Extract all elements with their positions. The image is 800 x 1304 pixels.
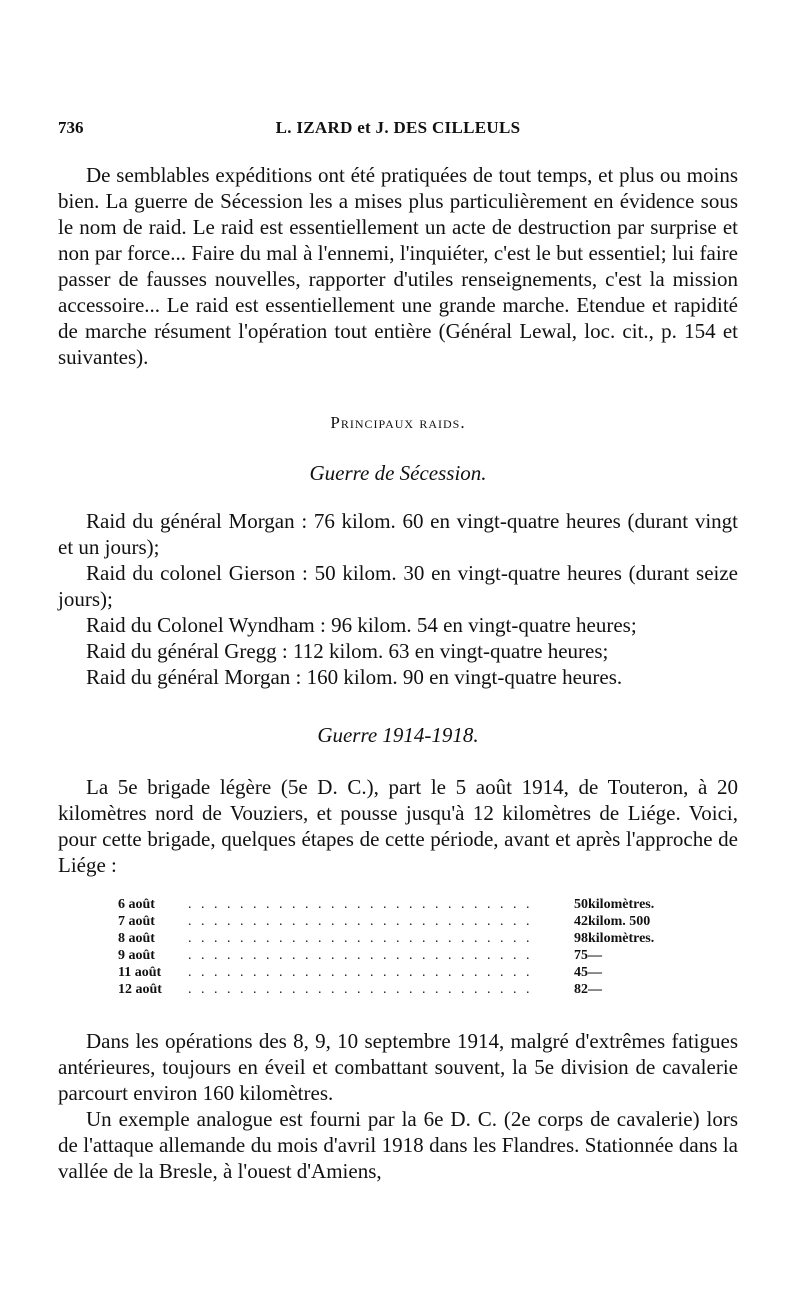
stage-unit: — bbox=[588, 965, 602, 980]
intro-paragraph: De semblables expéditions ont été pratiquées de tout temps, et plus ou moins bien. La guerre de Sécession les a mises plus particulièrement en évidence sous le nom de raid. Le raid est essentiellement un acte de destruction par surprise et non par force... Faire du mal à l'ennemi, l'inquiéter, c'est le but essentiel; lui faire passer de fausses nouvelles, rapporter d'utiles renseignements, c'est la mission accessoire... Le raid est essentiellement une grande marche. Etendue et rapidité de marche résument l'opération tout entière (Général Lewal, loc. cit., p. 154 et suivantes). bbox=[58, 163, 738, 369]
stage-unit: — bbox=[588, 982, 602, 997]
running-head bbox=[58, 118, 738, 146]
stage-unit: kilomètres. bbox=[588, 931, 655, 946]
war1-title: Guerre de Sécession. bbox=[309, 461, 487, 485]
stage-day: 9 août bbox=[118, 948, 155, 963]
stages-table bbox=[118, 896, 654, 998]
table-row bbox=[118, 930, 654, 947]
raid-item: Raid du général Morgan : 76 kilom. 60 en vingt-quatre heures (durant vingt et un jours); bbox=[58, 509, 738, 559]
stage-distance: 42 bbox=[574, 914, 588, 929]
header-title: L. IZARD et J. DES CILLEULS bbox=[275, 118, 521, 137]
stage-unit: kilom. 500 bbox=[588, 914, 651, 929]
leader-dots: . . . . . . . . . . . . . . . . . . . . . . . . . . . bbox=[188, 982, 533, 997]
stage-day: 6 août bbox=[118, 897, 155, 912]
stage-unit: kilomètres. bbox=[588, 897, 655, 912]
table-row bbox=[118, 981, 654, 998]
raid-list bbox=[58, 508, 738, 690]
war2-intro-paragraph: La 5e brigade légère (5e D. C.), part le 5 août 1914, de Touteron, à 20 kilomètres nord de Vouziers, et pousse jusqu'à 12 kilomètres de Liége. Voici, pour cette brigade, quelques étapes de cette période, avant et après l'approche de Liége : bbox=[58, 775, 738, 877]
stage-day: 7 août bbox=[118, 914, 155, 929]
raid-item: Raid du colonel Gierson : 50 kilom. 30 en vingt-quatre heures (durant seize jours); bbox=[58, 561, 738, 611]
stage-day: 12 août bbox=[118, 982, 162, 997]
stage-distance: 98 bbox=[574, 931, 588, 946]
table-row bbox=[118, 947, 654, 964]
stage-distance: 50 bbox=[574, 897, 588, 912]
raid-item: Raid du général Morgan : 160 kilom. 90 en vingt-quatre heures. bbox=[86, 665, 623, 689]
closing-paragraph: Dans les opérations des 8, 9, 10 septembre 1914, malgré d'extrêmes fatigues antérieures, toujours en éveil et combattant souvent, la 5e division de cavalerie parcourt environ 160 kilomètres. bbox=[58, 1029, 738, 1105]
leader-dots: . . . . . . . . . . . . . . . . . . . . . . . . . . . bbox=[188, 965, 533, 980]
page-number: 736 bbox=[58, 118, 84, 137]
closing-paragraph: Un exemple analogue est fourni par la 6e D. C. (2e corps de cavalerie) lors de l'attaque allemande du mois d'avril 1918 dans les Flandres. Stationnée dans la vallée de la Bresle, à l'ouest d'Amiens, bbox=[58, 1107, 738, 1183]
raid-item: Raid du Colonel Wyndham : 96 kilom. 54 en vingt-quatre heures; bbox=[86, 613, 637, 637]
stage-distance: 75 bbox=[574, 948, 588, 963]
stage-distance: 45 bbox=[574, 965, 588, 980]
leader-dots: . . . . . . . . . . . . . . . . . . . . . . . . . . . bbox=[188, 948, 533, 963]
war2-title: Guerre 1914-1918. bbox=[317, 723, 479, 747]
table-row bbox=[118, 964, 654, 981]
leader-dots: . . . . . . . . . . . . . . . . . . . . . . . . . . . bbox=[188, 931, 533, 946]
raid-item: Raid du général Gregg : 112 kilom. 63 en vingt-quatre heures; bbox=[86, 639, 609, 663]
leader-dots: . . . . . . . . . . . . . . . . . . . . . . . . . . . bbox=[188, 914, 533, 929]
leader-dots: . . . . . . . . . . . . . . . . . . . . . . . . . . . bbox=[188, 897, 533, 912]
stage-day: 8 août bbox=[118, 931, 155, 946]
stage-unit: — bbox=[588, 948, 602, 963]
table-row bbox=[118, 913, 654, 930]
section-heading: Principaux raids. bbox=[330, 413, 466, 432]
table-row bbox=[118, 896, 654, 913]
stage-day: 11 août bbox=[118, 965, 162, 980]
stage-distance: 82 bbox=[574, 982, 588, 997]
